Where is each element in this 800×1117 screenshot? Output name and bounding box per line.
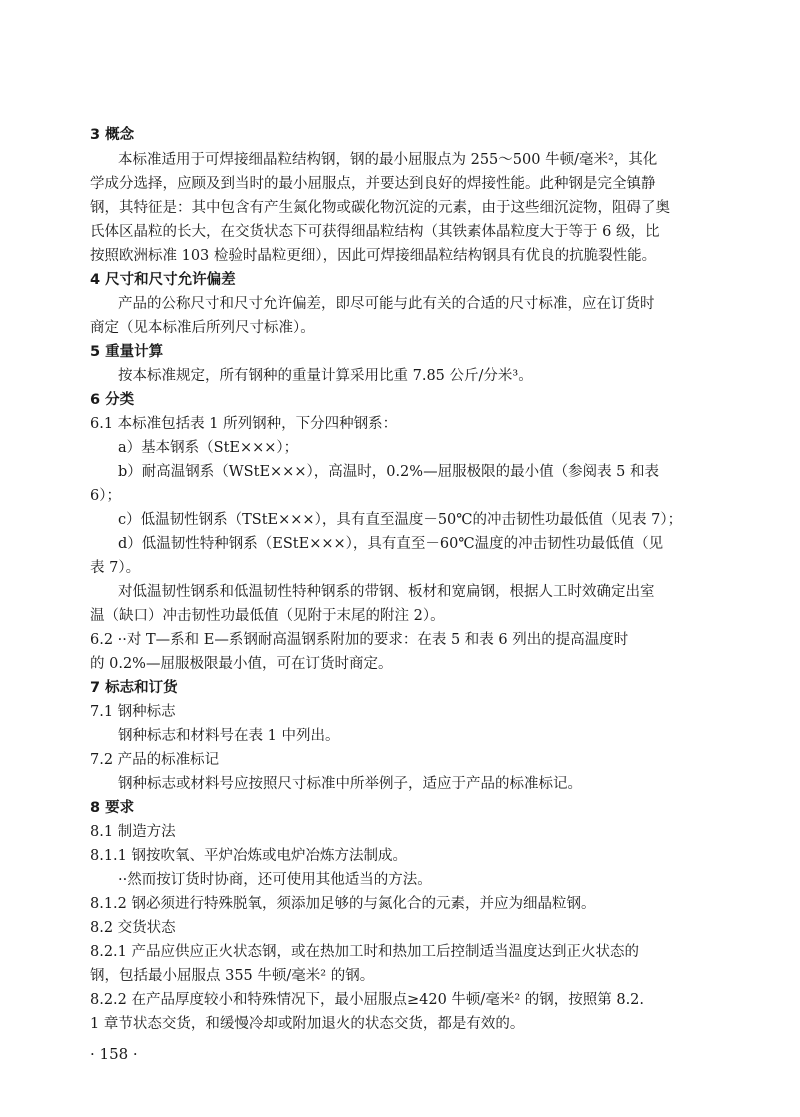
clause-7-2: 7.2 产品的标准标记 xyxy=(90,752,220,768)
list-item-c: c）低温韧性钢系（TStE×××），具有直至温度－50℃的冲击韧性功最低值（见表 7）； xyxy=(118,512,683,528)
paragraph-line: 按本标准规定，所有钢种的重量计算采用比重 7.85 公斤/分米³。 xyxy=(118,368,533,384)
clause-8-2-1: 8.2.1 产品应供应正火状态钢，或在热加工时和热加工后控制适当温度达到正火状态的 xyxy=(90,944,640,960)
list-item-b: b）耐高温钢系（WStE×××），高温时，0.2%—屈服极限的最小值（参阅表 5 和表 xyxy=(118,464,660,480)
clause-6-2: 6.2 ··对 T—系和 E—系钢耐高温钢系附加的要求：在表 5 和表 6 列出的提高温度时 xyxy=(90,632,629,648)
list-item-b-cont: 6）； xyxy=(90,488,121,504)
heading-5: 5 重量计算 xyxy=(90,344,164,360)
list-item-a: a）基本钢系（StE×××）； xyxy=(118,440,299,456)
paragraph-line: 产品的公称尺寸和尺寸允许偏差，即尽可能与此有关的合适的尺寸标准，应在订货时 xyxy=(118,296,655,312)
paragraph-line: 按照欧洲标准 103 检验时晶粒更细），因此可焊接细晶粒结构钢具有优良的抗脆裂性能。 xyxy=(90,248,657,264)
paragraph-line: 商定（见本标准后所列尺寸标准）。 xyxy=(90,320,315,336)
heading-4: 4 尺寸和尺寸允许偏差 xyxy=(90,272,236,288)
paragraph-line: 的 0.2%—屈服极限最小值，可在订货时商定。 xyxy=(90,656,393,672)
heading-8: 8 要求 xyxy=(90,800,135,816)
list-item-d-cont: 表 7）。 xyxy=(90,560,141,576)
paragraph-line: 温（缺口）冲击韧性功最低值（见附于末尾的附注 2）。 xyxy=(90,608,445,624)
paragraph-line: 钢种标志或材料号应按照尺寸标准中所举例子，适应于产品的标准标记。 xyxy=(118,776,582,792)
heading-3: 3 概念 xyxy=(90,127,135,143)
heading-6: 6 分类 xyxy=(90,392,135,408)
paragraph-line: 学成分选择，应顾及到当时的最小屈服点，并要达到良好的焊接性能。此种钢是完全镇静 xyxy=(90,176,656,192)
list-item-d: d）低温韧性特种钢系（EStE×××），具有直至－60℃温度的冲击韧性功最低值（见 xyxy=(118,536,664,552)
clause-8-2: 8.2 交货状态 xyxy=(90,920,176,936)
heading-7: 7 标志和订货 xyxy=(90,680,178,696)
clause-8-1-1: 8.1.1 钢按吹氧、平炉冶炼或电炉冶炼方法制成。 xyxy=(90,848,408,864)
paragraph-line: 1 章节状态交货，和缓慢冷却或附加退火的状态交货，都是有效的。 xyxy=(90,1016,525,1032)
clause-7-1: 7.1 钢种标志 xyxy=(90,704,176,720)
paragraph-line: ··然而按订货时协商，还可使用其他适当的方法。 xyxy=(118,872,432,888)
paragraph-line: 钢，其特征是：其中包含有产生氮化物或碳化物沉淀的元素，由于这些细沉淀物，阻碍了奥 xyxy=(90,200,670,216)
paragraph-line: 钢种标志和材料号在表 1 中列出。 xyxy=(118,728,340,744)
clause-8-1-2: 8.1.2 钢必须进行特殊脱氧，须添加足够的与氮化合的元素，并应为细晶粒钢。 xyxy=(90,896,596,912)
paragraph-line: 氏体区晶粒的长大，在交货状态下可获得细晶粒结构（其铁素体晶粒度大于等于 6 级，比 xyxy=(90,224,660,240)
paragraph-line: 钢，包括最小屈服点 355 牛顿/毫米² 的钢。 xyxy=(90,968,375,984)
paragraph-line: 本标准适用于可焊接细晶粒结构钢，钢的最小屈服点为 255～500 牛顿/毫米²，其化 xyxy=(118,152,658,168)
page-number: · 158 · xyxy=(90,1045,138,1063)
clause-8-2-2: 8.2.2 在产品厚度较小和特殊情况下，最小屈服点≥420 牛顿/毫米² 的钢，按照第 8.2. xyxy=(90,992,645,1008)
clause-6-1: 6.1 本标准包括表 1 所列钢种，下分四种钢系： xyxy=(90,416,398,432)
paragraph-line: 对低温韧性钢系和低温韧性特种钢系的带钢、板材和宽扁钢，根据人工时效确定出室 xyxy=(118,584,655,600)
clause-8-1: 8.1 制造方法 xyxy=(90,824,176,840)
